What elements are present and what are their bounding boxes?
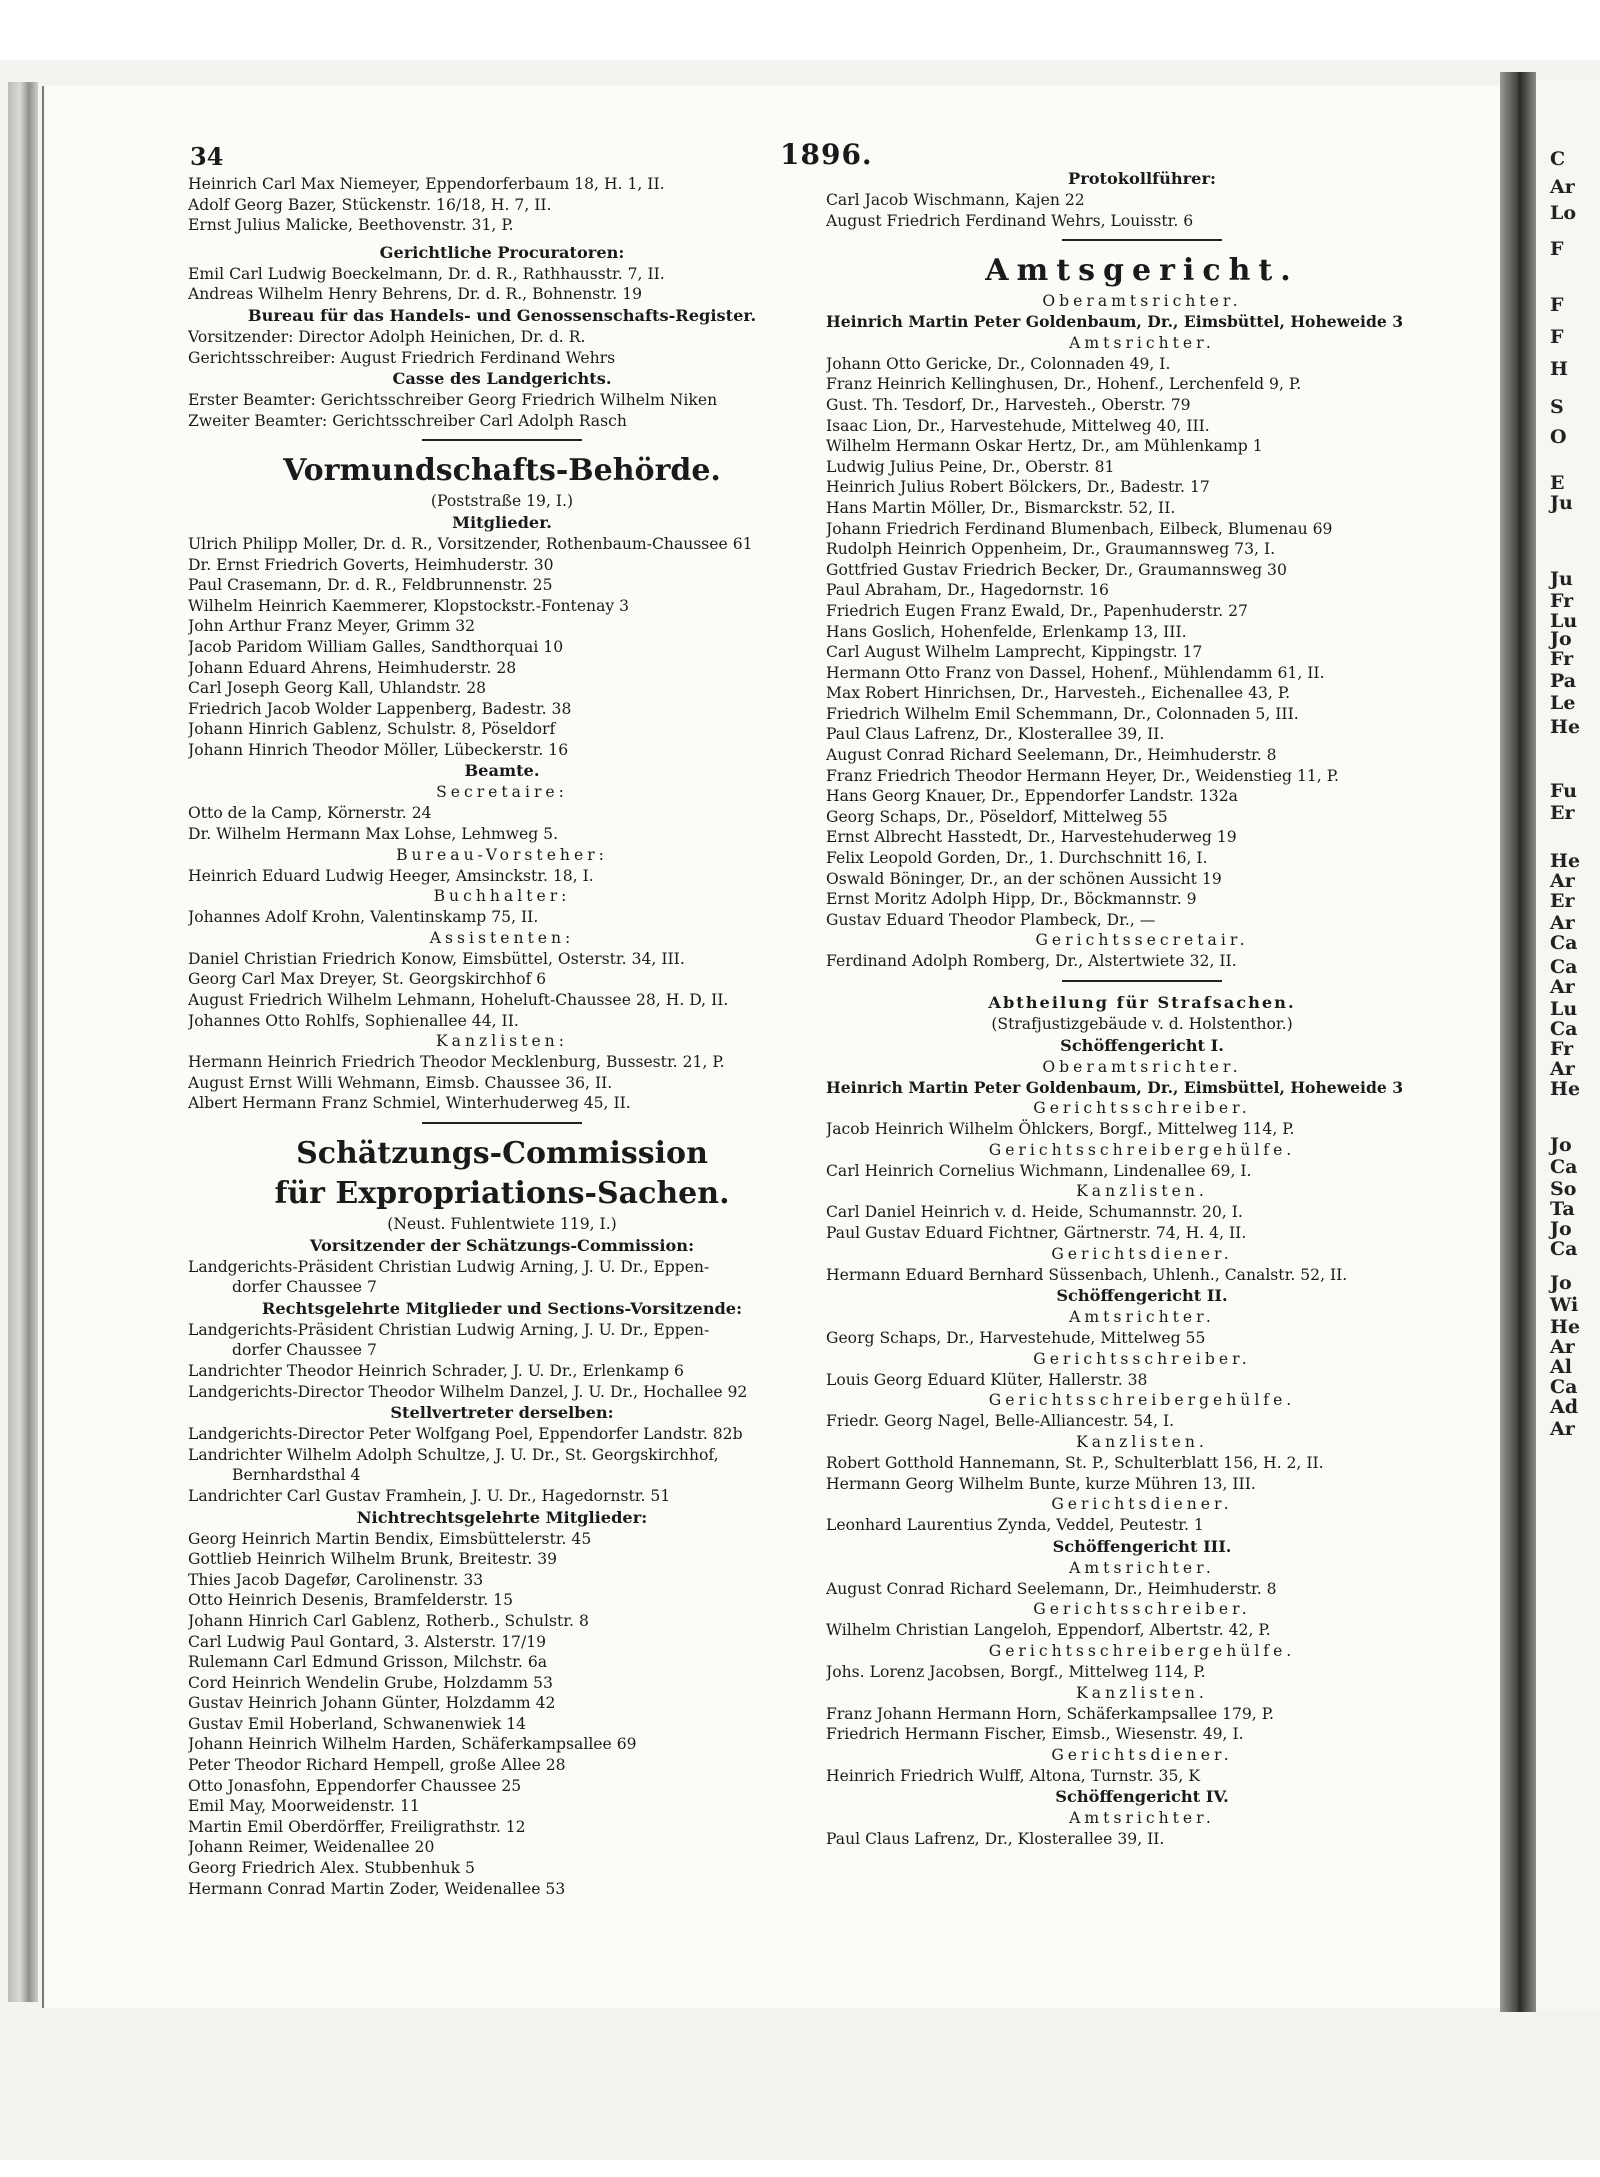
- buchhalter-heading: Buchhalter:: [433, 887, 571, 906]
- entry-line: Paul Abraham, Dr., Hagedornstr. 16: [826, 581, 1109, 600]
- entry-line: Johann Heinrich Wilhelm Harden, Schäferkampsallee 69: [188, 1735, 637, 1754]
- next-page-fragment: Ca: [1550, 1018, 1578, 1040]
- entry-line: Hans Martin Möller, Dr., Bismarckstr. 52, II.: [826, 498, 1176, 517]
- entry-line: Rulemann Carl Edmund Grisson, Milchstr. 6a: [188, 1653, 548, 1672]
- entry-line: Gustav Heinrich Johann Günter, Holzdamm 42: [188, 1694, 556, 1713]
- entry-line: Johann Hinrich Theodor Möller, Lübeckerstr. 16: [188, 740, 569, 759]
- kanzlisten-heading: Kanzlisten.: [1076, 1432, 1208, 1451]
- entry-line: Heinrich Martin Peter Goldenbaum, Dr., Eimsbüttel, Hoheweide 3: [826, 312, 1404, 332]
- kanzlisten-heading: Kanzlisten:: [436, 1032, 568, 1051]
- entry-line: Ludwig Julius Peine, Dr., Oberstr. 81: [826, 457, 1115, 476]
- entry-line: Friedr. Georg Nagel, Belle-Alliancestr. 54, I.: [826, 1412, 1175, 1431]
- gerichtsdiener-heading: Gerichtsdiener.: [1051, 1244, 1233, 1263]
- gerichtsschreiber-heading: Gerichtsschreiber.: [1033, 1600, 1251, 1619]
- entry-line: August Conrad Richard Seelemann, Dr., Heimhuderstr. 8: [826, 1579, 1277, 1598]
- entry-line: August Friedrich Wilhelm Lehmann, Hoheluft-Chaussee 28, H. D, II.: [188, 991, 729, 1010]
- protokoll-heading: Protokollführer:: [1068, 169, 1216, 188]
- entry-line: Ferdinand Adolph Romberg, Dr., Alstertwiete 32, II.: [826, 952, 1237, 971]
- next-page-fragment: Fr: [1550, 1038, 1574, 1060]
- book-edge: [8, 82, 38, 2002]
- entry-line: Hermann Eduard Bernhard Süssenbach, Uhlenh., Canalstr. 52, II.: [826, 1265, 1348, 1284]
- entry-line: Carl August Wilhelm Lamprecht, Kippingstr. 17: [826, 643, 1203, 662]
- next-page-fragment: Ca: [1550, 1238, 1578, 1260]
- entry-line: Carl Daniel Heinrich v. d. Heide, Schumannstr. 20, I.: [826, 1203, 1243, 1222]
- next-page-fragment: Ar: [1550, 1336, 1575, 1358]
- entry-line: Johann Otto Gericke, Dr., Colonnaden 49, I.: [826, 354, 1171, 373]
- next-page-fragment: Ar: [1550, 870, 1575, 892]
- gerichtsschreiber-heading: Gerichtsschreiber.: [1033, 1099, 1251, 1118]
- entry-line: Johannes Otto Rohlfs, Sophienallee 44, II.: [188, 1011, 519, 1030]
- gerichtsschreibergehuelfe-heading: Gerichtsschreibergehülfe.: [988, 1140, 1296, 1159]
- next-page-fragment: Fr: [1550, 648, 1574, 670]
- next-page-fragment: Jo: [1550, 1218, 1572, 1240]
- schoeffengericht-4-heading: Schöffengericht IV.: [1055, 1787, 1229, 1807]
- next-page-fragment: He: [1550, 850, 1581, 872]
- entry-line: Landrichter Carl Gustav Framhein, J. U. Dr., Hagedornstr. 51: [188, 1486, 671, 1505]
- amtsrichter-heading: Amtsrichter.: [1069, 1809, 1215, 1828]
- next-page-fragment: Lo: [1550, 202, 1577, 224]
- entry-line: Leonhard Laurentius Zynda, Veddel, Peutestr. 1: [826, 1516, 1204, 1535]
- vormundschaft-address: (Poststraße 19, I.): [430, 492, 574, 511]
- entry-line: John Arthur Franz Meyer, Grimm 32: [188, 617, 476, 636]
- next-page-fragment: Pa: [1550, 670, 1577, 692]
- entry-line: Landrichter Wilhelm Adolph Schultze, J. U. Dr., St. Georgskirchhof,: [188, 1445, 719, 1464]
- entry-line: Georg Schaps, Dr., Harvestehude, Mittelweg 55: [826, 1329, 1206, 1348]
- next-page-fragment: E: [1550, 472, 1565, 494]
- entry-line: Hans Goslich, Hohenfelde, Erlenkamp 13, III.: [826, 622, 1187, 641]
- next-page-fragment: Er: [1550, 802, 1575, 824]
- entry-line: Carl Joseph Georg Kall, Uhlandstr. 28: [188, 679, 487, 698]
- next-page-fragment: Ju: [1550, 492, 1573, 514]
- entry-line: Gustav Eduard Theodor Plambeck, Dr., —: [826, 910, 1156, 929]
- next-page-fragment: Er: [1550, 890, 1575, 912]
- amtsrichter-heading: Amtsrichter.: [1069, 333, 1215, 352]
- entry-line: Martin Emil Oberdörffer, Freiligrathstr. 12: [188, 1817, 526, 1836]
- procuratoren-heading: Gerichtliche Procuratoren:: [379, 242, 625, 262]
- entry-line: Landgerichts-Director Theodor Wilhelm Danzel, J. U. Dr., Hochallee 92: [188, 1382, 748, 1401]
- next-page-fragment: Ta: [1550, 1198, 1575, 1220]
- entry-line: Zweiter Beamter: Gerichtsschreiber Carl Adolph Rasch: [188, 411, 627, 430]
- gerichtsschreibergehuelfe-heading: Gerichtsschreibergehülfe.: [988, 1391, 1296, 1410]
- next-page-fragment: He: [1550, 1078, 1581, 1100]
- entry-line: Johann Hinrich Carl Gablenz, Rotherb., Schulstr. 8: [188, 1611, 589, 1630]
- next-page-fragment: Fu: [1550, 780, 1577, 802]
- entry-line: Paul Claus Lafrenz, Dr., Klosterallee 39, II.: [826, 725, 1165, 744]
- entry-line: Hermann Otto Franz von Dassel, Hohenf., Mühlendamm 61, II.: [826, 663, 1325, 682]
- entry-line: Erster Beamter: Gerichtsschreiber Georg Friedrich Wilhelm Niken: [188, 391, 718, 410]
- entry-line: Gust. Th. Tesdorf, Dr., Harvesteh., Oberstr. 79: [826, 395, 1191, 414]
- entry-line: Gustav Emil Hoberland, Schwanenwiek 14: [188, 1714, 527, 1733]
- entry-line: Heinrich Julius Robert Bölckers, Dr., Badestr. 17: [826, 478, 1210, 497]
- gerichtsschreiber-heading: Gerichtsschreiber.: [1033, 1349, 1251, 1368]
- stellvertreter-heading: Stellvertreter derselben:: [390, 1403, 614, 1423]
- next-page-fragment: Ju: [1550, 568, 1573, 590]
- entry-line: Friedrich Eugen Franz Ewald, Dr., Papenhuderstr. 27: [826, 601, 1248, 620]
- entry-line: Landgerichts-Präsident Christian Ludwig Arning, J. U. Dr., Eppen-: [188, 1320, 710, 1339]
- mitglieder-heading: Mitglieder.: [452, 512, 552, 532]
- beamte-heading: Beamte.: [464, 761, 540, 781]
- entry-line: Johann Eduard Ahrens, Heimhuderstr. 28: [188, 658, 517, 677]
- schaetzung-title-2: für Expropriations-Sachen.: [274, 1176, 730, 1211]
- entry-line: Landgerichts-Director Peter Wolfgang Poel, Eppendorfer Landstr. 82b: [188, 1425, 743, 1444]
- rechts-heading: Rechtsgelehrte Mitglieder und Sections-Vorsitzende:: [261, 1298, 743, 1318]
- casse-heading: Casse des Landgerichts.: [392, 369, 612, 389]
- entry-line: Jacob Paridom William Galles, Sandthorquai 10: [188, 637, 564, 656]
- next-page-fragment: Fr: [1550, 590, 1574, 612]
- amtsgericht-title: Amtsgericht.: [985, 253, 1299, 289]
- entry-line: Gottlieb Heinrich Wilhelm Brunk, Breitestr. 39: [188, 1550, 558, 1569]
- entry-line: Thies Jacob Dagefør, Carolinenstr. 33: [188, 1570, 484, 1589]
- book-gutter: [1500, 72, 1536, 2012]
- next-page-fragment: Lu: [1550, 998, 1578, 1020]
- entry-line: Heinrich Martin Peter Goldenbaum, Dr., Eimsbüttel, Hoheweide 3: [826, 1077, 1404, 1097]
- entry-line: Paul Crasemann, Dr. d. R., Feldbrunnenstr. 25: [188, 576, 553, 595]
- schoeffengericht-2-heading: Schöffengericht II.: [1056, 1286, 1228, 1306]
- next-page-fragment: H: [1550, 358, 1568, 380]
- bureau-heading: Bureau für das Handels- und Genossenschafts-Register.: [247, 305, 757, 325]
- entry-line: Emil May, Moorweidenstr. 11: [188, 1797, 420, 1816]
- schoeffengericht-1-heading: Schöffengericht I.: [1060, 1035, 1224, 1055]
- entry-line: Johann Hinrich Gablenz, Schulstr. 8, Pöseldorf: [188, 720, 556, 739]
- entry-line: Paul Claus Lafrenz, Dr., Klosterallee 39, II.: [826, 1830, 1165, 1849]
- entry-line: Cord Heinrich Wendelin Grube, Holzdamm 53: [188, 1673, 553, 1692]
- entry-line: Daniel Christian Friedrich Konow, Eimsbüttel, Osterstr. 34, III.: [188, 949, 685, 968]
- vormundschaft-title: Vormundschafts-Behörde.: [283, 453, 721, 489]
- entry-line: Carl Jacob Wischmann, Kajen 22: [826, 191, 1085, 209]
- entry-line: Dr. Ernst Friedrich Goverts, Heimhuderstr. 30: [188, 555, 554, 574]
- oberamtsrichter-heading: Oberamtsrichter.: [1042, 1057, 1242, 1076]
- entry-line: Ernst Julius Malicke, Beethovenstr. 31, P.: [188, 216, 514, 235]
- entry-line: Ernst Moritz Adolph Hipp, Dr., Böckmannstr. 9: [826, 890, 1197, 909]
- entry-line: Johann Reimer, Weidenallee 20: [188, 1838, 435, 1857]
- entry-line: Felix Leopold Gorden, Dr., 1. Durchschnitt 16, I.: [826, 849, 1208, 868]
- next-page-fragment: Ca: [1550, 1376, 1578, 1398]
- next-page-fragment: He: [1550, 1316, 1581, 1338]
- right-column: [826, 168, 1458, 1850]
- entry-line: Heinrich Carl Max Niemeyer, Eppendorferbaum 18, H. 1, II.: [188, 175, 665, 193]
- entry-line: Wilhelm Hermann Oskar Hertz, Dr., am Mühlenkamp 1: [826, 437, 1263, 456]
- next-page-fragment: Ar: [1550, 176, 1575, 198]
- next-page-fragment: Ad: [1550, 1396, 1579, 1418]
- gerichtsdiener-heading: Gerichtsdiener.: [1051, 1745, 1233, 1764]
- entry-line: August Ernst Willi Wehmann, Eimsb. Chaussee 36, II.: [188, 1073, 613, 1092]
- entry-line: Jacob Heinrich Wilhelm Öhlckers, Borgf., Mittelweg 114, P.: [826, 1120, 1295, 1139]
- entry-line: Georg Schaps, Dr., Pöseldorf, Mittelweg 55: [826, 807, 1168, 826]
- entry-line: Wilhelm Christian Langeloh, Eppendorf, Albertstr. 42, P.: [826, 1621, 1271, 1640]
- left-column: [188, 174, 816, 1899]
- entry-line: Otto Heinrich Desenis, Bramfelderstr. 15: [188, 1591, 514, 1610]
- entry-line: Georg Carl Max Dreyer, St. Georgskirchhof 6: [188, 970, 547, 989]
- schoeffengericht-3-heading: Schöffengericht III.: [1052, 1536, 1232, 1556]
- page-year: 1896.: [780, 138, 873, 171]
- entry-line: Carl Ludwig Paul Gontard, 3. Alsterstr. 17/19: [188, 1632, 547, 1651]
- next-page-fragment: Jo: [1550, 1272, 1572, 1294]
- entry-line: Hans Georg Knauer, Dr., Eppendorfer Landstr. 132a: [826, 787, 1238, 806]
- entry-line: Isaac Lion, Dr., Harvestehude, Mittelweg 40, III.: [826, 416, 1210, 435]
- entry-line: dorfer Chaussee 7: [232, 1341, 377, 1360]
- bureauvorsteher-heading: Bureau-Vorsteher:: [396, 845, 608, 864]
- next-page-fragment: S: [1550, 396, 1564, 418]
- next-page-fragment: Lu: [1550, 610, 1578, 632]
- next-page-fragment: C: [1550, 148, 1566, 170]
- next-page-fragment: Jo: [1550, 628, 1572, 650]
- entry-line: Landgerichts-Präsident Christian Ludwig Arning, J. U. Dr., Eppen-: [188, 1257, 710, 1276]
- entry-line: Andreas Wilhelm Henry Behrens, Dr. d. R., Bohnenstr. 19: [188, 285, 643, 304]
- entry-line: Hermann Conrad Martin Zoder, Weidenallee 53: [188, 1879, 566, 1898]
- next-page-fragment: Ca: [1550, 1156, 1578, 1178]
- entry-line: Peter Theodor Richard Hempell, große Allee 28: [188, 1756, 566, 1775]
- entry-line: Hermann Heinrich Friedrich Theodor Mecklenburg, Bussestr. 21, P.: [188, 1053, 725, 1072]
- next-page-fragment: Jo: [1550, 1134, 1572, 1156]
- entry-line: Friedrich Jacob Wolder Lappenberg, Badestr. 38: [188, 699, 572, 718]
- secretaire-heading: Secretaire:: [436, 783, 568, 802]
- gerichtsschreibergehuelfe-heading: Gerichtsschreibergehülfe.: [988, 1641, 1296, 1660]
- entry-line: Vorsitzender: Director Adolph Heinichen, Dr. d. R.: [188, 327, 586, 346]
- next-page-fragment: Ca: [1550, 932, 1578, 954]
- entry-line: Robert Gotthold Hannemann, St. P., Schulterblatt 156, H. 2, II.: [826, 1453, 1324, 1472]
- entry-line: Albert Hermann Franz Schmiel, Winterhuderweg 45, II.: [188, 1094, 631, 1113]
- schaetzung-address: (Neust. Fuhlentwiete 119, I.): [387, 1215, 617, 1233]
- entry-line: Landrichter Theodor Heinrich Schrader, J. U. Dr., Erlenkamp 6: [188, 1361, 684, 1380]
- entry-line: Emil Carl Ludwig Boeckelmann, Dr. d. R., Rathhausstr. 7, II.: [188, 264, 665, 283]
- entry-line: Carl Heinrich Cornelius Wichmann, Lindenallee 69, I.: [826, 1161, 1252, 1180]
- next-page-fragment: Ar: [1550, 912, 1575, 934]
- section-rule: [422, 1122, 582, 1124]
- assistenten-heading: Assistenten:: [429, 928, 575, 947]
- next-page-fragment: Le: [1550, 692, 1576, 714]
- vorsitz-heading: Vorsitzender der Schätzungs-Commission:: [309, 1235, 695, 1255]
- next-page-fragment: Ar: [1550, 1058, 1575, 1080]
- next-page-fragment: F: [1550, 326, 1564, 348]
- gerichtsdiener-heading: Gerichtsdiener.: [1051, 1495, 1233, 1514]
- entry-line: Louis Georg Eduard Klüter, Hallerstr. 38: [826, 1370, 1148, 1389]
- entry-line: Adolf Georg Bazer, Stückenstr. 16/18, H. 7, II.: [188, 195, 552, 214]
- entry-line: Max Robert Hinrichsen, Dr., Harvesteh., Eichenallee 43, P.: [826, 684, 1291, 703]
- entry-line: Johs. Lorenz Jacobsen, Borgf., Mittelweg 114, P.: [826, 1662, 1206, 1681]
- entry-line: Dr. Wilhelm Hermann Max Lohse, Lehmweg 5.: [188, 825, 559, 844]
- entry-line: Hermann Georg Wilhelm Bunte, kurze Mühren 13, III.: [826, 1474, 1256, 1493]
- entry-line: Ulrich Philipp Moller, Dr. d. R., Vorsitzender, Rothenbaum-Chaussee 61: [188, 534, 753, 553]
- entry-line: Franz Johann Hermann Horn, Schäferkampsallee 179, P.: [826, 1704, 1274, 1723]
- entry-line: Bernhardsthal 4: [232, 1466, 361, 1485]
- entry-line: Franz Friedrich Theodor Hermann Heyer, Dr., Weidenstieg 11, P.: [826, 766, 1340, 785]
- entry-line: Oswald Böninger, Dr., an der schönen Aussicht 19: [826, 869, 1222, 888]
- entry-line: Wilhelm Heinrich Kaemmerer, Klopstockstr.-Fontenay 3: [188, 596, 630, 615]
- entry-line: Georg Friedrich Alex. Stubbenhuk 5: [188, 1859, 475, 1878]
- entry-line: Georg Heinrich Martin Bendix, Eimsbüttelerstr. 45: [188, 1529, 592, 1548]
- gerichtssecretair-heading: Gerichtssecretair.: [1035, 931, 1249, 950]
- next-page-fragment: Ar: [1550, 976, 1575, 998]
- next-page-fragment: F: [1550, 238, 1564, 260]
- schaetzung-title-1: Schätzungs-Commission: [296, 1136, 708, 1171]
- entry-line: Friedrich Wilhelm Emil Schemmann, Dr., Colonnaden 5, III.: [826, 704, 1299, 723]
- oberamtsrichter-heading: Oberamtsrichter.: [1042, 292, 1242, 311]
- entry-line: Otto de la Camp, Körnerstr. 24: [188, 804, 432, 823]
- entry-line: Franz Heinrich Kellinghusen, Dr., Hohenf., Lerchenfeld 9, P.: [826, 375, 1302, 394]
- next-page-fragment: O: [1550, 426, 1567, 448]
- nichtrechts-heading: Nichtrechtsgelehrte Mitglieder:: [356, 1507, 648, 1527]
- entry-line: Gottfried Gustav Friedrich Becker, Dr., Graumannsweg 30: [826, 560, 1287, 579]
- entry-line: August Conrad Richard Seelemann, Dr., Heimhuderstr. 8: [826, 746, 1277, 765]
- entry-line: August Friedrich Ferdinand Wehrs, Louisstr. 6: [826, 211, 1194, 230]
- entry-line: Heinrich Friedrich Wulff, Altona, Turnstr. 35, K: [826, 1766, 1200, 1785]
- entry-line: dorfer Chaussee 7: [232, 1278, 377, 1297]
- next-page-fragment: F: [1550, 294, 1564, 316]
- entry-line: Johann Friedrich Ferdinand Blumenbach, Eilbeck, Blumenau 69: [826, 519, 1333, 538]
- strafsachen-address: (Strafjustizgebäude v. d. Holstenthor.): [991, 1015, 1293, 1033]
- amtsrichter-heading: Amtsrichter.: [1069, 1308, 1215, 1327]
- entry-line: Ernst Albrecht Hasstedt, Dr., Harvestehuderweg 19: [826, 828, 1237, 847]
- strafsachen-heading: Abtheilung für Strafsachen.: [988, 993, 1296, 1012]
- next-page-fragment: Wi: [1550, 1294, 1579, 1316]
- next-page-fragment: He: [1550, 716, 1581, 738]
- next-page-fragment: Ar: [1550, 1418, 1575, 1440]
- kanzlisten-heading: Kanzlisten.: [1076, 1683, 1208, 1702]
- entry-line: Friedrich Hermann Fischer, Eimsb., Wiesenstr. 49, I.: [826, 1725, 1244, 1744]
- entry-line: Heinrich Eduard Ludwig Heeger, Amsinckstr. 18, I.: [188, 866, 594, 885]
- next-page-fragment: So: [1550, 1178, 1577, 1200]
- section-rule: [422, 439, 582, 441]
- entry-line: Otto Jonasfohn, Eppendorfer Chaussee 25: [188, 1776, 522, 1795]
- next-page-fragment: Ca: [1550, 956, 1578, 978]
- entry-line: Gerichtsschreiber: August Friedrich Ferdinand Wehrs: [188, 348, 616, 367]
- entry-line: Johannes Adolf Krohn, Valentinskamp 75, II.: [188, 908, 539, 927]
- entry-line: Paul Gustav Eduard Fichtner, Gärtnerstr. 74, H. 4, II.: [826, 1223, 1247, 1242]
- section-rule: [1062, 980, 1222, 982]
- page-number: 34: [190, 142, 224, 171]
- amtsrichter-heading: Amtsrichter.: [1069, 1558, 1215, 1577]
- entry-line: Rudolph Heinrich Oppenheim, Dr., Graumannsweg 73, I.: [826, 540, 1276, 559]
- section-rule: [1062, 239, 1222, 241]
- next-page-strip: [1536, 80, 1600, 2010]
- next-page-fragment: Al: [1550, 1356, 1572, 1378]
- kanzlisten-heading: Kanzlisten.: [1076, 1182, 1208, 1201]
